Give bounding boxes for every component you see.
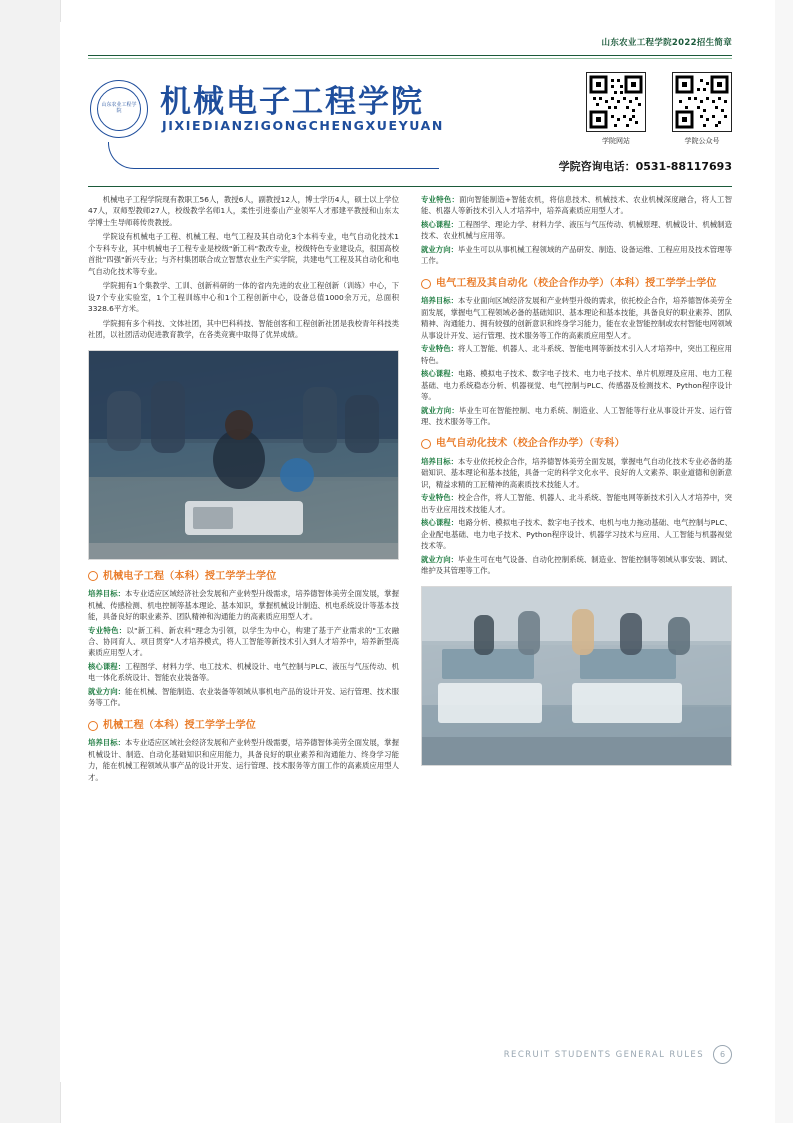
label-goal: 培养目标： [421, 296, 459, 306]
major-2-goal [88, 737, 399, 783]
title-underline-decoration [108, 142, 439, 169]
major-0-courses [421, 219, 732, 242]
label-feature: 专业特色： [88, 625, 127, 635]
major-0-feature [421, 194, 732, 217]
text-courses: 电路分析、模拟电子技术、数字电子技术、电机与电力拖动基础、电气控制与PLC、企业配电基础、电力电子技术、Python程序设计、机器学习技术与应用、人工智能与机器视觉技术等。 [421, 518, 732, 551]
text-feature: 将人工智能、机器人、北斗系统、智能电网等新技术引入人才培养中，突出工程应用特色。 [421, 344, 732, 365]
label-career: 就业方向： [421, 554, 459, 564]
major-heading-3 [421, 277, 732, 291]
contact-phone: 学院咨询电话：0531-88117693 [558, 160, 732, 173]
college-name-cn: 机械电子工程学院 [160, 84, 424, 120]
major-4-feature [421, 492, 732, 515]
left-column [88, 194, 399, 785]
photo-1-overlay [89, 351, 398, 559]
circle-bullet-icon [88, 721, 98, 731]
intro-paragraph-4: 学院拥有多个科技、文体社团，其中巴科科技、智能创客和工程创新社团是我校青年科技类社团，以社团活动促进教育教学，在各类竞赛中取得了优异成绩。 [88, 318, 399, 340]
text-career: 毕业生可以从事机械工程领域的产品研发、制造、设备运维、工程应用及技术管理等工作。 [421, 244, 732, 266]
qr-wechat-icon [672, 72, 732, 132]
page-footer [504, 1045, 732, 1064]
intro-paragraph-2: 学院设有机械电子工程、机械工程、电气工程及其自动化3个本科专业，电气自动化技术1个专科专业，其中机械电子工程专业是校级"新工科"教改专业，校级特色专业建设点，很国高校首批"四强"新兴专业；与齐村集团联合成立智慧农业生产实学院，共建电气工程及其自动化和电气自动化技术等专业。 [88, 232, 399, 276]
photo-2-overlay [422, 587, 731, 765]
circle-bullet-icon [88, 571, 98, 581]
qr-website-label: 学院网站 [602, 137, 630, 145]
label-goal: 培养目标： [88, 738, 126, 748]
label-courses: 核心课程： [421, 369, 459, 379]
qr-wechat-item [672, 72, 732, 146]
major-1-feature [88, 625, 399, 659]
text-career: 能在机械、智能制造、农业装备等领域从事机电产品的设计开发、运行管理、技术服务等工作。 [88, 686, 399, 708]
header-divider-thin [88, 58, 732, 59]
major-title-4: 电气自动化技术（校企合作办学）（专科） [436, 438, 625, 450]
major-heading-2 [88, 719, 399, 733]
text-goal: 本专业适应区域社会经济发展和产业转型升级需要，培养德智体美劳全面发展，掌握机械设计、制造、自动化基础知识和应用能力，具备良好的职业素养和沟通能力、终身学习能力，能在机械工程领域从事产品的设计开发、运行管理、技术服务等方面工作的高素质应用型人才。 [88, 738, 399, 782]
page-left-margin [0, 0, 61, 1123]
major-heading-4 [421, 437, 732, 451]
qr-website-icon [586, 72, 646, 132]
major-3-feature [421, 343, 732, 366]
major-heading-1 [88, 570, 399, 584]
major-1-career [88, 686, 399, 709]
page-number: 6 [713, 1045, 732, 1064]
text-courses: 工程图学、材料力学、电工技术、机械设计、电气控制与PLC、液压与气压传动、机电一体化系统设计、智能农业装备等。 [88, 661, 399, 683]
intro-paragraph-3: 学院拥有1个集教学、工训、创新科研的一体的省内先进的农业工程创新（训练）中心，下设7个专业实验室，1个工程训练中心和1个工程创新中心，设备总值1000余万元，总面积3328.6平方米。 [88, 281, 399, 314]
title-block-divider [88, 186, 732, 187]
footer-label: RECRUIT STUDENTS GENERAL RULES [503, 1049, 704, 1060]
page-right-margin [775, 0, 793, 1123]
header-divider [88, 55, 732, 56]
qr-website-item [586, 72, 646, 146]
label-feature: 专业特色： [421, 195, 460, 204]
text-career: 毕业生可在电气设备、自动化控制系统、制造业、智能控制等领域从事安装、调试、维护及其管理等工作。 [421, 554, 732, 576]
photo-lab-equipment [421, 586, 732, 766]
photo-students-robot [88, 350, 399, 560]
text-courses: 电路、模拟电子技术、数字电子技术、电力电子技术、单片机原理及应用、电力工程基础、电力系统稳态分析、机器视觉、电气控制与PLC、传感器及检测技术、Python程序设计等。 [421, 369, 732, 402]
label-career: 就业方向： [88, 686, 126, 696]
qr-code-group [586, 72, 732, 146]
label-courses: 核心课程： [88, 661, 126, 671]
text-goal: 本专业适应区域经济社会发展和产业转型升级需求，培养德智体美劳全面发展，掌握机械、传感检测、机电控制等基本理论、基本知识，掌握机械设计制造、机电系统设计等基本技能，具备良好的职业素养、团队精神和沟通能力的高素质应用型人才。 [88, 589, 399, 622]
major-3-courses [421, 368, 732, 402]
label-feature: 专业特色： [421, 344, 459, 354]
label-goal: 培养目标： [88, 589, 126, 599]
major-1-goal [88, 588, 399, 622]
intro-paragraph-1: 机械电子工程学院现有教职工56人，教授6人，副教授12人，博士学历4人，硕士以上学位47人，双师型教师27人，校级教学名师1人，柔性引进泰山产业领军人才那建平教授和山东太学博士生导师蒋传贵教授。 [88, 195, 399, 227]
major-4-courses [421, 517, 732, 551]
college-title-block [88, 66, 732, 194]
text-courses: 工程图学、理论力学、材料力学、液压与气压传动、机械原理、机械设计、机械制造技术、农业机械与应用等。 [421, 219, 732, 241]
major-4-goal [421, 456, 732, 490]
college-emblem-icon [90, 80, 148, 138]
major-0-career [421, 244, 732, 267]
text-feature: 校企合作，将人工智能、机器人、北斗系统、智能电网等新技术引入人才培养中，突出专业应用技术技能人才。 [421, 493, 732, 514]
college-name-pinyin: JIXIEDIANZIGONGCHENGXUEYUAN [162, 118, 444, 133]
label-career: 就业方向： [421, 244, 459, 254]
label-goal: 培养目标： [421, 456, 459, 466]
text-feature: 面向智能制造+智能农机，将信息技术、机械技术、农业机械深度融合，将人工智能、机器人等新技术引入人才培养中，培养高素质应用型人才。 [421, 195, 732, 216]
text-goal: 本专业依托校企合作，培养德智体美劳全面发展，掌握电气自动化技术专业必备的基础知识、基本理论和基本技能，具备一定的科学文化水平、良好的人文素养、职业道德和创新意识，精益求精的工匠精神的高素质技术技能人才。 [421, 456, 732, 489]
content-columns [88, 194, 732, 785]
major-title-3: 电气工程及其自动化（校企合作办学）（本科）授工学学士学位 [436, 277, 717, 289]
circle-bullet-icon [421, 439, 431, 449]
major-3-goal [421, 295, 732, 341]
circle-bullet-icon [421, 279, 431, 289]
college-emblem-text: 山东农业工程学院 [97, 87, 141, 131]
major-4-career [421, 554, 732, 577]
major-title-2: 机械工程（本科）授工学学士学位 [103, 719, 256, 731]
text-feature: 以"新工科、新农科"理念为引领，以学生为中心，构建了基于产业需求的"工农融合、协同育人、项目贯穿"人才培养模式，将人工智能等新技术引入到人才培养中，培养新型高素质应用型人才。 [88, 625, 399, 658]
qr-wechat-label: 学院公众号 [684, 137, 720, 145]
label-courses: 核心课程： [421, 219, 459, 229]
major-3-career [421, 405, 732, 428]
major-1-courses [88, 661, 399, 684]
page-header [88, 22, 732, 66]
page-sheet [60, 22, 760, 1082]
text-career: 毕业生可在智能控制、电力系统、制造业、人工智能等行业从事设计开发、运行管理、技术服务等工作。 [421, 405, 732, 426]
right-column [421, 194, 732, 785]
major-title-1: 机械电子工程（本科）授工学学士学位 [103, 570, 277, 582]
label-career: 就业方向： [421, 405, 459, 415]
running-title: 山东农业工程学院2022招生简章 [601, 38, 732, 48]
label-courses: 核心课程： [421, 518, 459, 528]
label-feature: 专业特色： [421, 493, 459, 503]
text-goal: 本专业面向区域经济发展和产业转型升级的需求，依托校企合作，培养德智体美劳全面发展，掌握电气工程领域必备的基础知识、基本理论和基本技能，具备良好的职业素养、团队精神、沟通能力、拥有较强的创新意识和终身学习能力，能在农业智能控制或农村智能电网领域从事设计开发、运行管理、技术服务等工作的高素质应用型人才。 [421, 296, 732, 340]
